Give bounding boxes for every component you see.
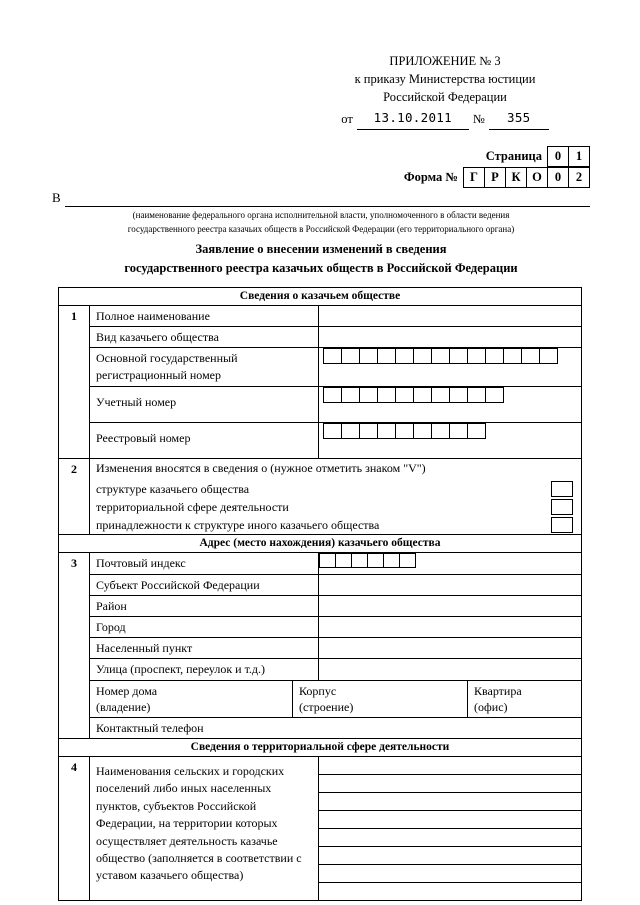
- ogrn-box[interactable]: [323, 348, 342, 364]
- page-digit-0[interactable]: 0: [547, 146, 569, 167]
- ogrn-box[interactable]: [503, 348, 522, 364]
- order-date-value: 13.10.2011: [357, 109, 469, 129]
- full-name-input[interactable]: [319, 306, 582, 327]
- registry-number-box[interactable]: [431, 423, 450, 439]
- section4-line[interactable]: [319, 811, 581, 829]
- postal-code-boxes[interactable]: [319, 553, 582, 574]
- registry-number-box-strip: [319, 423, 581, 439]
- registry-number-box[interactable]: [323, 423, 342, 439]
- house-subtable-row: [90, 681, 581, 717]
- registry-number-row: [59, 423, 582, 459]
- registration-number-boxes[interactable]: [319, 387, 582, 423]
- building-label: Корпус: [299, 683, 337, 698]
- house-number-sublabel: (владение): [96, 699, 151, 714]
- ogrn-box[interactable]: [359, 348, 378, 364]
- page-title-line2: государственного реестра казачьих обществ в Российской Федерации: [124, 260, 518, 275]
- section2-prompt: Изменения вносятся в сведения о (нужное отметить знаком "V"): [96, 461, 426, 476]
- phone-label[interactable]: Контактный телефон: [90, 717, 582, 738]
- page-digit-1[interactable]: 1: [568, 146, 590, 167]
- house-subtable: [90, 681, 581, 717]
- ogrn-box[interactable]: [485, 348, 504, 364]
- postal-code-row: [59, 553, 582, 574]
- section4-line[interactable]: [319, 757, 581, 775]
- section4-lines[interactable]: [319, 757, 582, 901]
- registry-number-box[interactable]: [467, 423, 486, 439]
- section4-line[interactable]: [319, 847, 581, 865]
- ogrn-box[interactable]: [395, 348, 414, 364]
- section1-number: 1: [59, 306, 90, 459]
- authority-input-row: [52, 190, 590, 207]
- form-code-row: [404, 167, 590, 188]
- section4-header-row: [59, 739, 582, 757]
- section4-line[interactable]: [319, 775, 581, 793]
- building-field[interactable]: [293, 681, 468, 717]
- locality-label: Населенный пункт: [90, 638, 319, 659]
- form-char-4[interactable]: 0: [547, 167, 569, 188]
- ogrn-box[interactable]: [413, 348, 432, 364]
- order-number-value: 355: [489, 109, 549, 129]
- section3-number: 3: [59, 553, 90, 739]
- ogrn-box[interactable]: [539, 348, 558, 364]
- full-name-label: Полное наименование: [90, 306, 319, 327]
- full-name-row: [59, 306, 582, 327]
- section4-header: Сведения о территориальной сфере деятельности: [59, 739, 582, 757]
- city-label: Город: [90, 616, 319, 637]
- option-territory[interactable]: [90, 498, 581, 516]
- registration-number-box[interactable]: [359, 387, 378, 403]
- page-title: [52, 240, 590, 278]
- ogrn-row: [59, 348, 582, 387]
- district-label: Район: [90, 595, 319, 616]
- society-type-label: Вид казачьего общества: [90, 327, 319, 348]
- building-sublabel: (строение): [299, 699, 354, 714]
- form-label: Форма №: [403, 170, 458, 184]
- form-table: [58, 287, 582, 901]
- option-affiliation-label: принадлежности к структуре иного казачьего общества: [96, 517, 380, 532]
- registry-number-label: Реестровый номер: [90, 423, 319, 459]
- apartment-sublabel: (офис): [474, 699, 508, 714]
- house-number-label: Номер дома: [96, 683, 158, 698]
- postal-code-box[interactable]: [319, 553, 336, 568]
- date-label: от: [341, 112, 353, 127]
- registration-number-box[interactable]: [467, 387, 486, 403]
- postal-code-box-strip: [319, 553, 581, 568]
- registry-number-box[interactable]: [359, 423, 378, 439]
- district-input[interactable]: [319, 595, 582, 616]
- section3-header-row: [59, 535, 582, 553]
- registry-number-boxes[interactable]: [319, 423, 582, 459]
- region-label: Субъект Российской Федерации: [90, 574, 319, 595]
- ogrn-box[interactable]: [467, 348, 486, 364]
- section4-number: 4: [59, 757, 90, 901]
- page-form-code: [404, 146, 590, 188]
- registry-number-box[interactable]: [395, 423, 414, 439]
- number-label: №: [472, 112, 485, 127]
- appendix-title: ПРИЛОЖЕНИЕ № 3: [389, 54, 501, 68]
- registration-number-box[interactable]: [413, 387, 432, 403]
- region-row: [59, 574, 582, 595]
- section4-line[interactable]: [319, 829, 581, 847]
- option-affiliation[interactable]: [90, 516, 581, 534]
- authority-input[interactable]: [65, 192, 590, 207]
- postal-code-box[interactable]: [383, 553, 400, 568]
- registration-number-box[interactable]: [377, 387, 396, 403]
- section3-header: Адрес (место нахождения) казачьего общества: [59, 535, 582, 553]
- form-char-0[interactable]: Г: [463, 167, 485, 188]
- section4-line[interactable]: [319, 883, 581, 900]
- registry-number-box[interactable]: [341, 423, 360, 439]
- registry-number-box[interactable]: [449, 423, 468, 439]
- house-building-apartment-cell: [90, 680, 582, 717]
- registration-number-box[interactable]: [449, 387, 468, 403]
- section2-row: [59, 459, 582, 535]
- federation-line: Российской Федерации: [383, 90, 507, 105]
- registry-number-box[interactable]: [413, 423, 432, 439]
- option-affiliation-checkbox[interactable]: [551, 517, 573, 533]
- postal-code-box[interactable]: [351, 553, 368, 568]
- ogrn-label: Основной государственный регистрационный номер: [90, 348, 319, 387]
- appendix-header: [300, 52, 590, 130]
- option-territory-checkbox[interactable]: [551, 499, 573, 515]
- ogrn-boxes[interactable]: [319, 348, 582, 387]
- registration-number-box[interactable]: [323, 387, 342, 403]
- ogrn-box[interactable]: [377, 348, 396, 364]
- section4-line[interactable]: [319, 793, 581, 811]
- form-char-3[interactable]: О: [526, 167, 548, 188]
- section4-line[interactable]: [319, 865, 581, 883]
- option-structure-label: структуре казачьего общества: [96, 481, 250, 496]
- registration-number-row: [59, 387, 582, 423]
- registration-number-box-strip: [319, 387, 581, 403]
- registration-number-box[interactable]: [431, 387, 450, 403]
- form-char-5[interactable]: 2: [568, 167, 590, 188]
- ogrn-box[interactable]: [449, 348, 468, 364]
- section2-body: [90, 459, 582, 535]
- option-structure[interactable]: [90, 480, 581, 498]
- page-title-line1: Заявление о внесении изменений в сведения: [195, 242, 447, 256]
- order-date-row: [300, 109, 590, 129]
- authority-prefix: В: [52, 190, 61, 205]
- page-number-row: [404, 146, 590, 167]
- section1-header-row: [59, 288, 582, 306]
- house-building-apartment-row: [59, 680, 582, 717]
- section1-header: Сведения о казачьем обществе: [59, 288, 582, 306]
- society-type-row: [59, 327, 582, 348]
- street-label: Улица (проспект, переулок и т.д.): [90, 659, 319, 680]
- form-char-1[interactable]: Р: [484, 167, 506, 188]
- page-label: Страница: [485, 149, 542, 163]
- form-char-2[interactable]: К: [505, 167, 527, 188]
- ogrn-box[interactable]: [341, 348, 360, 364]
- ogrn-box[interactable]: [521, 348, 540, 364]
- street-row: [59, 659, 582, 680]
- street-input[interactable]: [319, 659, 582, 680]
- ministry-line: к приказу Министерства юстиции: [354, 72, 536, 87]
- apartment-field[interactable]: [468, 681, 582, 717]
- locality-row: [59, 638, 582, 659]
- authority-caption-1: (наименование федерального органа исполнительной власти, уполномоченного в области ведения: [132, 210, 510, 220]
- registration-number-box[interactable]: [395, 387, 414, 403]
- registration-number-box[interactable]: [485, 387, 504, 403]
- section2-number: 2: [59, 459, 90, 535]
- registry-number-box[interactable]: [377, 423, 396, 439]
- locality-input[interactable]: [319, 638, 582, 659]
- registration-number-box[interactable]: [341, 387, 360, 403]
- section4-row: [59, 757, 582, 901]
- authority-caption-2: государственного реестра казачьих обществ в Российской Федерации (его территориального органа): [127, 223, 515, 234]
- postal-code-label: Почтовый индекс: [90, 553, 319, 574]
- city-row: [59, 616, 582, 637]
- society-type-input[interactable]: [319, 327, 582, 348]
- postal-code-box[interactable]: [367, 553, 384, 568]
- authority-block: [52, 190, 590, 236]
- phone-row: [59, 717, 582, 738]
- apartment-label: Квартира: [474, 683, 522, 698]
- registration-number-label: Учетный номер: [90, 387, 319, 423]
- section4-label: Наименования сельских и городских поселений либо иных населенных пунктов, субъектов Российской Федерации, на территории которых осуществляет деятельность казачье общество (заполняется в соответствии с уставом казачьего общества): [90, 757, 319, 901]
- option-structure-checkbox[interactable]: [551, 481, 573, 497]
- city-input[interactable]: [319, 616, 582, 637]
- option-territory-label: территориальной сфере деятельности: [96, 499, 289, 514]
- postal-code-box[interactable]: [335, 553, 352, 568]
- region-input[interactable]: [319, 574, 582, 595]
- ogrn-box-strip: [319, 348, 581, 364]
- district-row: [59, 595, 582, 616]
- postal-code-box[interactable]: [399, 553, 416, 568]
- house-number-field[interactable]: [90, 681, 293, 717]
- ogrn-box[interactable]: [431, 348, 450, 364]
